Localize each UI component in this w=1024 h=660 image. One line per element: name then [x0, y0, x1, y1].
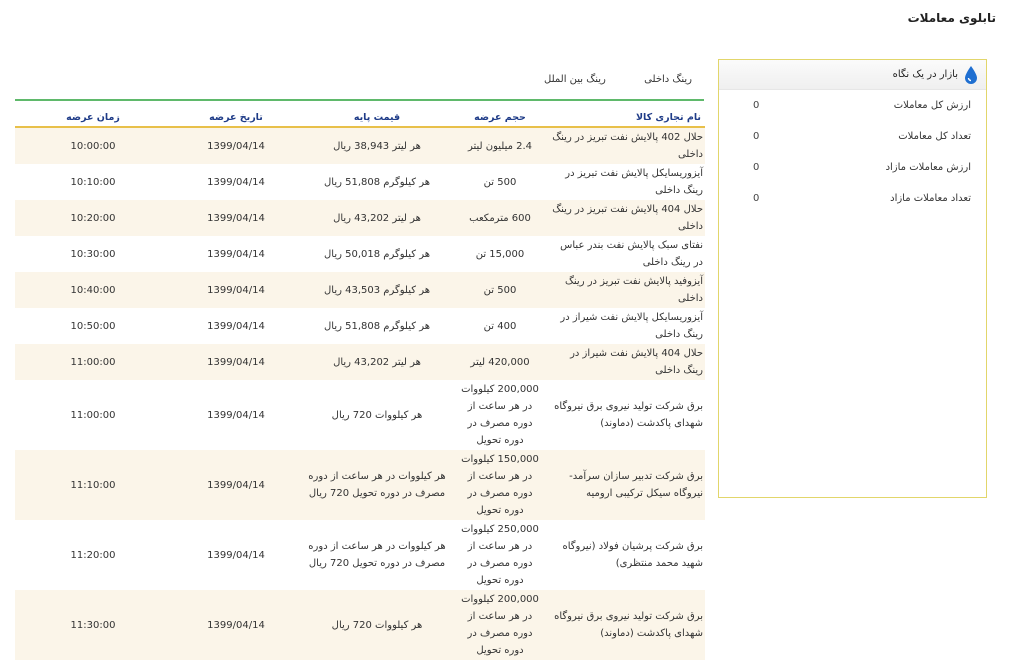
table-row[interactable] [15, 200, 705, 236]
cell-date: 1399/04/14 [171, 272, 301, 308]
cell-price: هر لیتر 43,202 ریال [301, 344, 453, 380]
tab-domestic-ring[interactable]: رینگ داخلی [644, 74, 692, 85]
table-row[interactable] [15, 344, 705, 380]
cell-name: برق شرکت تولید نیروی برق نیروگاه شهدای پاکدشت (دماوند) [547, 380, 705, 450]
cell-name: حلال 404 پالایش نفت تبریز در رینگ داخلی [547, 200, 705, 236]
cell-date: 1399/04/14 [171, 380, 301, 450]
cell-name: نفتای سبک پالایش نفت بندر عباس در رینگ داخلی [547, 236, 705, 272]
cell-price: هر کیلووات 720 ریال [301, 380, 453, 450]
table-row[interactable] [15, 127, 705, 164]
cell-time: 10:10:00 [15, 164, 171, 200]
col-header-date[interactable]: تاریخ عرضه [171, 108, 301, 127]
offerings-table-wrapper [15, 108, 705, 660]
table-row[interactable] [15, 450, 705, 520]
stat-label: ارزش معاملات مازاد [885, 162, 971, 173]
cell-date: 1399/04/14 [171, 200, 301, 236]
cell-volume: 200,000 کیلووات در هر ساعت از دوره مصرف در دوره تحویل [453, 590, 547, 660]
cell-name: برق شرکت پرشیان فولاد (نیروگاه شهید محمد منتظری) [547, 520, 705, 590]
tabs-divider [15, 99, 704, 101]
cell-volume: 500 تن [453, 272, 547, 308]
table-row[interactable] [15, 520, 705, 590]
stat-value: 0 [753, 131, 760, 142]
cell-volume: 200,000 کیلووات در هر ساعت از دوره مصرف در دوره تحویل [453, 380, 547, 450]
cell-price: هر کیلوگرم 50,018 ریال [301, 236, 453, 272]
cell-date: 1399/04/14 [171, 520, 301, 590]
cell-name: آیزوریسایکل پالایش نفت شیراز در رینگ داخلی [547, 308, 705, 344]
table-header-row [15, 108, 705, 127]
col-header-name[interactable]: نام تجاری کالا [547, 108, 705, 127]
cell-price: هر لیتر 38,943 ریال [301, 127, 453, 164]
cell-time: 10:00:00 [15, 127, 171, 164]
stat-surplus-count [719, 183, 986, 214]
cell-date: 1399/04/14 [171, 344, 301, 380]
col-header-volume[interactable]: حجم عرضه [453, 108, 547, 127]
stat-label: تعداد معاملات مازاد [890, 193, 971, 204]
tab-international-ring[interactable]: رینگ بین الملل [544, 74, 606, 85]
table-row[interactable] [15, 590, 705, 660]
cell-time: 10:50:00 [15, 308, 171, 344]
cell-name: حلال 402 پالایش نفت تبریز در رینگ داخلی [547, 127, 705, 164]
ring-tabs [544, 74, 704, 90]
table-row[interactable] [15, 164, 705, 200]
cell-price: هر کیلووات در هر ساعت از دوره مصرف در دوره تحویل 720 ریال [301, 450, 453, 520]
cell-time: 10:30:00 [15, 236, 171, 272]
stat-label: تعداد کل معاملات [898, 131, 971, 142]
cell-name: حلال 404 پالایش نفت شیراز در رینگ داخلی [547, 344, 705, 380]
cell-price: هر کیلوگرم 43,503 ریال [301, 272, 453, 308]
cell-name: آیزوریسایکل پالایش نفت تبریز در رینگ داخلی [547, 164, 705, 200]
cell-volume: 2.4 میلیون لیتر [453, 127, 547, 164]
stat-surplus-value [719, 152, 986, 183]
stat-total-count [719, 121, 986, 152]
market-overview-panel [718, 59, 987, 498]
stat-label: ارزش کل معاملات [893, 100, 971, 111]
cell-time: 11:30:00 [15, 590, 171, 660]
cell-price: هر کیلوگرم 51,808 ریال [301, 164, 453, 200]
cell-volume: 400 تن [453, 308, 547, 344]
cell-name: آیزوفید پالایش نفت تبریز در رینگ داخلی [547, 272, 705, 308]
cell-date: 1399/04/14 [171, 236, 301, 272]
page-title: تابلوی معاملات [907, 11, 996, 25]
cell-price: هر کیلوگرم 51,808 ریال [301, 308, 453, 344]
cell-name: برق شرکت تولید نیروی برق نیروگاه شهدای پاکدشت (دماوند) [547, 590, 705, 660]
stat-value: 0 [753, 162, 760, 173]
cell-date: 1399/04/14 [171, 590, 301, 660]
cell-time: 10:20:00 [15, 200, 171, 236]
cell-date: 1399/04/14 [171, 450, 301, 520]
stat-value: 0 [753, 100, 760, 111]
cell-volume: 500 تن [453, 164, 547, 200]
cell-time: 11:00:00 [15, 344, 171, 380]
cell-volume: 15,000 تن [453, 236, 547, 272]
cell-date: 1399/04/14 [171, 127, 301, 164]
cell-time: 11:00:00 [15, 380, 171, 450]
cell-price: هر لیتر 43,202 ریال [301, 200, 453, 236]
table-row[interactable] [15, 308, 705, 344]
offerings-table [15, 108, 705, 660]
col-header-time[interactable]: زمان عرضه [15, 108, 171, 127]
cell-time: 11:20:00 [15, 520, 171, 590]
cell-date: 1399/04/14 [171, 308, 301, 344]
cell-time: 10:40:00 [15, 272, 171, 308]
cell-volume: 600 مترمکعب [453, 200, 547, 236]
cell-date: 1399/04/14 [171, 164, 301, 200]
table-row[interactable] [15, 272, 705, 308]
cell-volume: 150,000 کیلووات در هر ساعت از دوره مصرف در دوره تحویل [453, 450, 547, 520]
cell-volume: 250,000 کیلووات در هر ساعت از دوره مصرف در دوره تحویل [453, 520, 547, 590]
cell-volume: 420,000 لیتر [453, 344, 547, 380]
panel-title: بازار در یک نگاه [892, 69, 958, 80]
table-row[interactable] [15, 236, 705, 272]
table-row[interactable] [15, 380, 705, 450]
stat-value: 0 [753, 193, 760, 204]
cell-name: برق شرکت تدبیر سازان سرآمد-نیروگاه سیکل ترکیبی ارومیه [547, 450, 705, 520]
cell-time: 11:10:00 [15, 450, 171, 520]
drop-icon [964, 65, 978, 85]
cell-price: هر کیلووات در هر ساعت از دوره مصرف در دوره تحویل 720 ریال [301, 520, 453, 590]
cell-price: هر کیلووات 720 ریال [301, 590, 453, 660]
stat-total-value [719, 90, 986, 121]
panel-header [719, 60, 986, 90]
col-header-price[interactable]: قیمت پایه [301, 108, 453, 127]
